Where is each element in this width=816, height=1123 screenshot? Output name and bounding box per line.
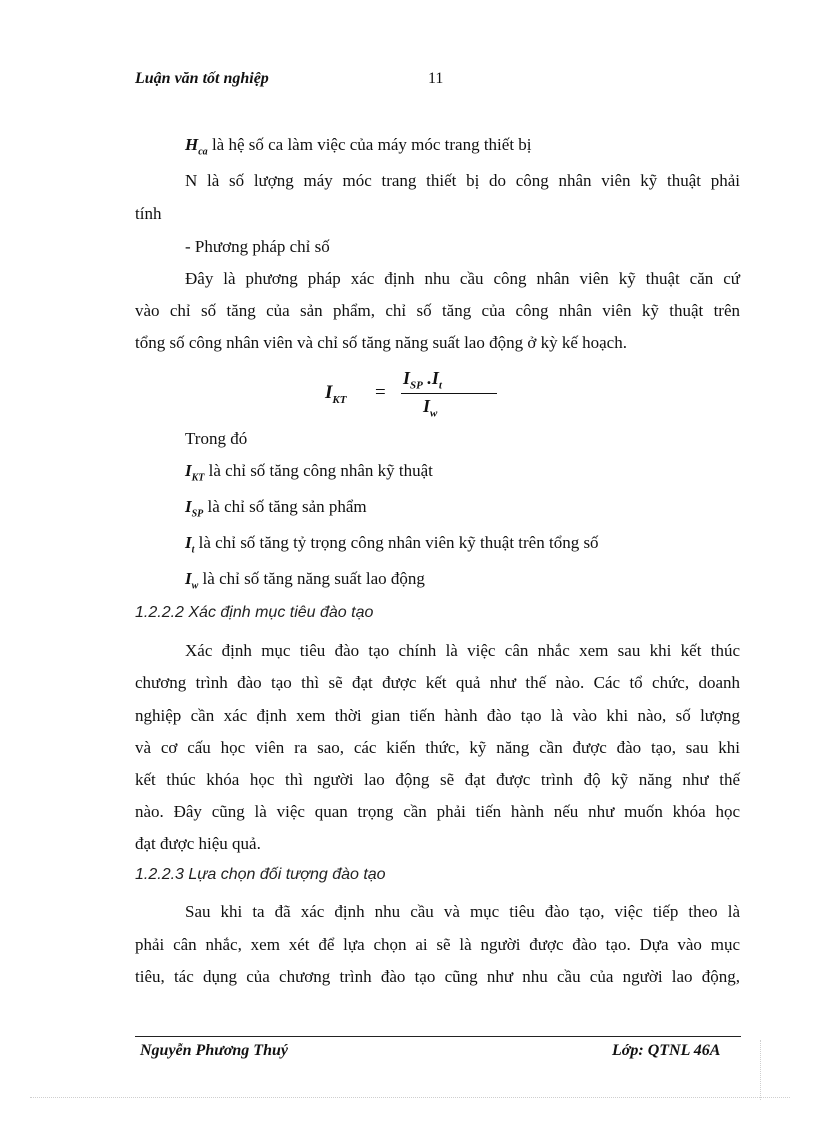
definition-symbol: $I_t$ — [185, 533, 195, 556]
footer-author: Nguyễn Phương Thuý — [140, 1042, 288, 1059]
n-line-2: tính — [135, 204, 162, 223]
header-title: Luận văn tốt nghiệp — [135, 70, 269, 87]
footer-class: Lớp: QTNL 46A — [612, 1042, 721, 1059]
footer-rule — [135, 1036, 741, 1037]
paragraph-line: Xác định mục tiêu đào tạo chính là việc cân nhắc xem sau khi kết thúc — [185, 641, 740, 660]
definition-item — [185, 496, 367, 525]
definition-item — [185, 532, 599, 561]
section-heading-1223: 1.2.2.3 Lựa chọn đối tượng đào tạo — [135, 866, 386, 883]
paragraph-line: nghiệp cần xác định xem thời gian tiến hành đào tạo là vào khi nào, số lượng — [135, 706, 740, 725]
fraction-bar — [401, 393, 497, 394]
paragraph-line: và cơ cấu học viên ra sao, các kiến thức, kỹ năng cần được đào tạo, sau khi — [135, 738, 740, 757]
paragraph-line: tiêu, tác dụng của chương trình đào tạo cũng như nhu cầu của người lao động, — [135, 967, 740, 986]
hca-symbol: $H_{ca}$ — [185, 135, 208, 158]
definition-symbol: $I_w$ — [185, 569, 199, 592]
formula-equals: = — [375, 382, 386, 403]
definition-symbol: $I_{KT}$ — [185, 461, 205, 484]
paragraph-line: đạt được hiệu quả. — [135, 834, 261, 853]
paragraph-line: chương trình đào tạo thì sẽ đạt được kết quả như thế nào. Các tổ chức, doanh — [135, 673, 740, 692]
definition-item — [185, 460, 433, 489]
p1-line-1: Đây là phương pháp xác định nhu cầu công nhân viên kỹ thuật căn cứ — [185, 269, 740, 288]
paragraph-line: nào. Đây cũng là việc quan trọng cần phải tiến hành nếu như muốn khóa học — [135, 802, 740, 821]
n-line-1: N là số lượng máy móc trang thiết bị do công nhân viên kỹ thuật phải — [185, 171, 740, 190]
page-number: 11 — [428, 70, 444, 87]
page-edge-dotted-line-vertical — [760, 1040, 761, 1100]
definition-symbol: $I_{SP}$ — [185, 497, 204, 520]
page-edge-dotted-line — [30, 1097, 790, 1098]
p1-line-3: tổng số công nhân viên và chỉ số tăng năng suất lao động ở kỳ kế hoạch. — [135, 333, 627, 352]
index-formula — [325, 368, 495, 420]
definition-text: là chỉ số tăng tỷ trọng công nhân viên kỹ thuật trên tổng số — [198, 533, 599, 552]
definition-item — [185, 568, 425, 597]
hca-definition — [185, 134, 532, 163]
hca-text: là hệ số ca làm việc của máy móc trang thiết bị — [211, 135, 532, 154]
definition-text: là chỉ số tăng công nhân kỹ thuật — [208, 461, 433, 480]
p1-line-2: vào chỉ số tăng của sản phẩm, chỉ số tăng của công nhân viên kỹ thuật trên — [135, 301, 740, 320]
formula-lhs: $I_{KT}$ — [325, 382, 347, 406]
section-heading-1222: 1.2.2.2 Xác định mục tiêu đào tạo — [135, 604, 374, 621]
method-label: - Phương pháp chỉ số — [185, 237, 330, 256]
where-label: Trong đó — [185, 429, 248, 448]
paragraph-line: kết thúc khóa học thì người lao động sẽ đạt được trình độ kỹ năng như thế — [135, 770, 740, 789]
formula-numerator: $I_{SP}$ $.I_t$ — [403, 368, 442, 392]
paragraph-line: phải cân nhắc, xem xét để lựa chọn ai sẽ là người được đào tạo. Dựa vào mục — [135, 935, 740, 954]
paragraph-line: Sau khi ta đã xác định nhu cầu và mục tiêu đào tạo, việc tiếp theo là — [185, 902, 740, 921]
formula-denominator: $I_w$ — [423, 396, 438, 420]
definition-text: là chỉ số tăng sản phẩm — [207, 497, 367, 516]
definition-text: là chỉ số tăng năng suất lao động — [202, 569, 425, 588]
